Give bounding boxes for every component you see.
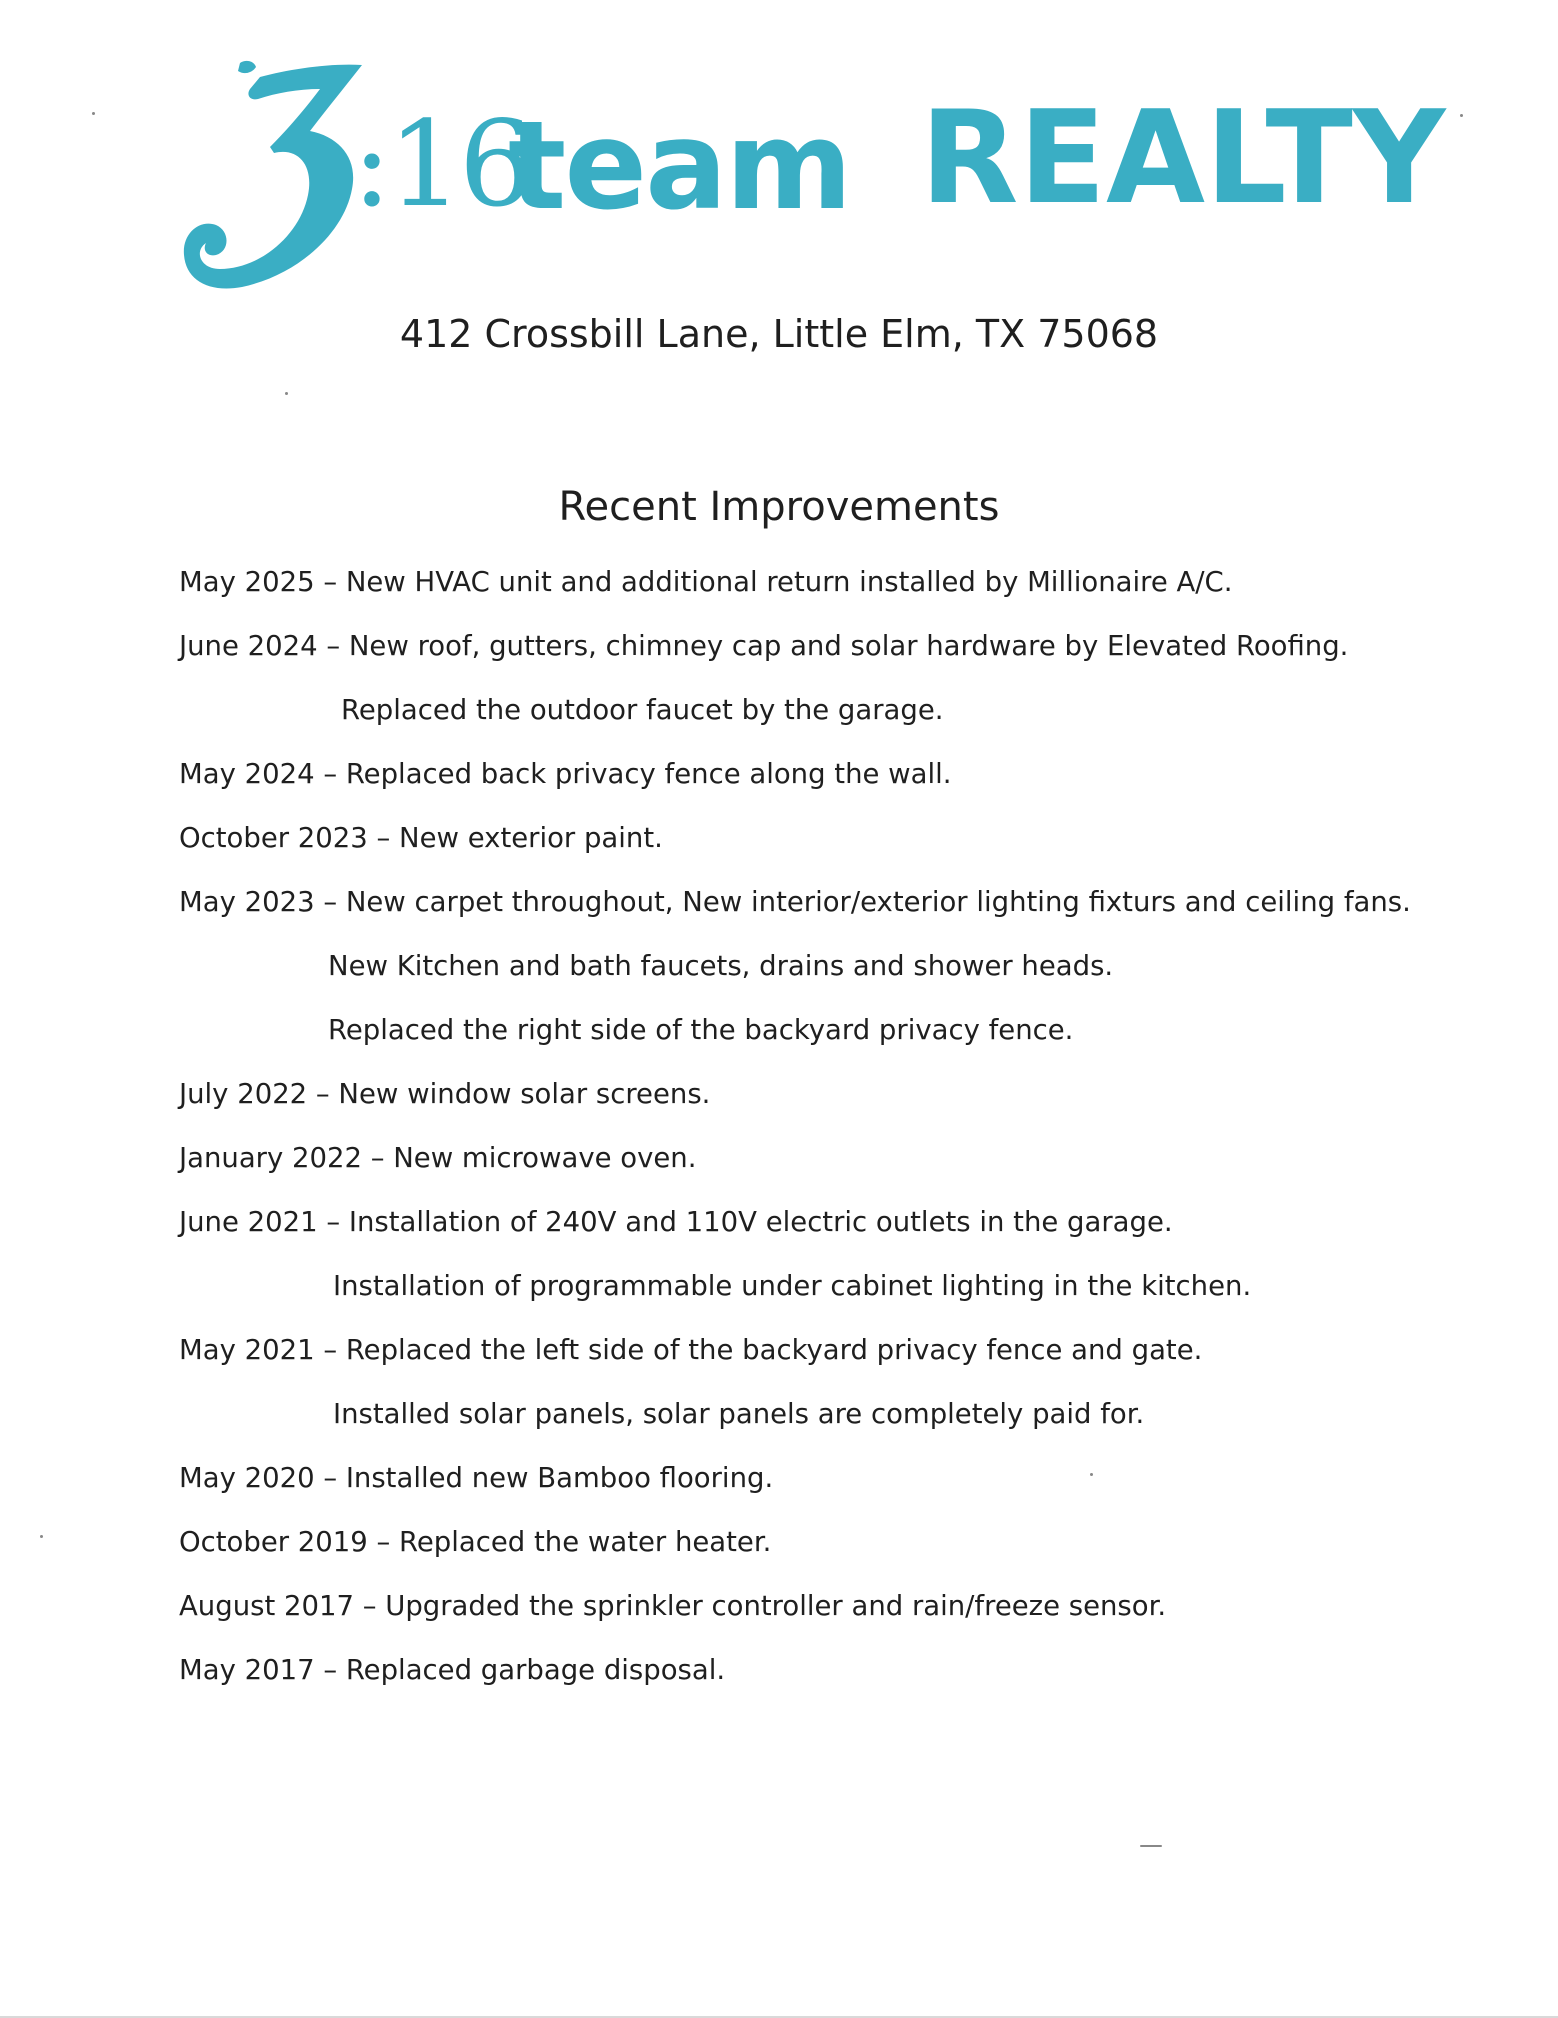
list-item: October 2023 – New exterior paint. [179, 822, 663, 854]
list-item: October 2019 – Replaced the water heater. [179, 1526, 772, 1558]
list-item: June 2021 – Installation of 240V and 110V electric outlets in the garage. [179, 1206, 1173, 1238]
list-item: May 2020 – Installed new Bamboo flooring. [179, 1462, 774, 1494]
scan-speck [1090, 1473, 1093, 1476]
scan-speck [1140, 1845, 1162, 1847]
company-logo [180, 55, 1446, 305]
logo-swirl-3 [180, 55, 380, 305]
list-item: July 2022 – New window solar screens. [179, 1078, 711, 1110]
improvements-list [179, 562, 1429, 1714]
logo-number: :16 [352, 95, 530, 233]
section-title: Recent Improvements [558, 484, 1000, 530]
list-item: Installed solar panels, solar panels are completely paid for. [333, 1398, 1145, 1430]
scan-speck [1460, 114, 1463, 117]
scan-speck [285, 392, 288, 395]
scan-speck [40, 1535, 43, 1538]
list-item: August 2017 – Upgraded the sprinkler controller and rain/freeze sensor. [179, 1590, 1167, 1622]
list-item: January 2022 – New microwave oven. [179, 1142, 697, 1174]
list-item: May 2017 – Replaced garbage disposal. [179, 1654, 726, 1686]
list-item: May 2024 – Replaced back privacy fence along the wall. [179, 758, 952, 790]
list-item: May 2023 – New carpet throughout, New interior/exterior lighting fixturs and ceiling fans. [179, 886, 1411, 918]
logo-team-text: team [508, 95, 851, 237]
list-item: May 2025 – New HVAC unit and additional return installed by Millionaire A/C. [179, 566, 1233, 598]
list-item: June 2024 – New roof, gutters, chimney cap and solar hardware by Elevated Roofing. [179, 630, 1349, 662]
list-item: Replaced the outdoor faucet by the garage. [341, 694, 944, 726]
list-item: May 2021 – Replaced the left side of the backyard privacy fence and gate. [179, 1334, 1203, 1366]
list-item: Replaced the right side of the backyard privacy fence. [328, 1014, 1074, 1046]
scan-speck [92, 112, 95, 115]
property-address: 412 Crossbill Lane, Little Elm, TX 75068 [399, 312, 1159, 356]
list-item: New Kitchen and bath faucets, drains and shower heads. [328, 950, 1114, 982]
logo-realty-text: REALTY [920, 84, 1446, 233]
list-item: Installation of programmable under cabinet lighting in the kitchen. [333, 1270, 1252, 1302]
